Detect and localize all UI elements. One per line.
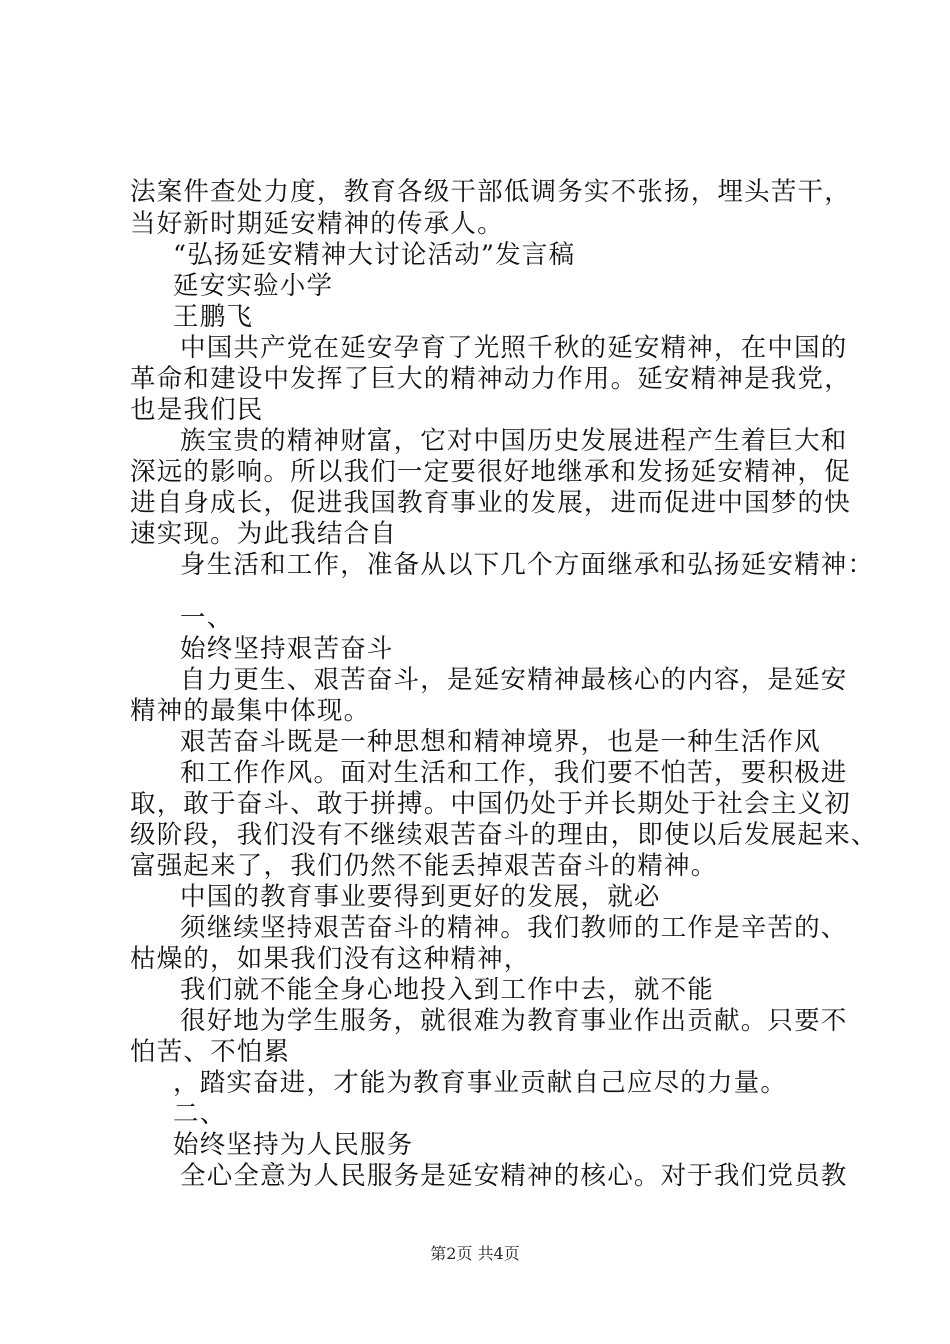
body-line: 艰苦奋斗既是一种思想和精神境界，也是一种生活作风 bbox=[180, 727, 821, 757]
body-line: 族宝贵的精神财富，它对中国历史发展进程产生着巨大和 bbox=[180, 426, 848, 456]
body-line: 革命和建设中发挥了巨大的精神动力作用。延安精神是我党， bbox=[130, 364, 851, 394]
body-line: 身生活和工作，准备从以下几个方面继承和弘扬延安精神： bbox=[180, 550, 875, 580]
body-line: 很好地为学生服务，就很难为教育事业作出贡献。只要不 bbox=[180, 1006, 848, 1036]
body-line: 精神的最集中体现。 bbox=[130, 696, 371, 726]
speech-title: “弘扬延安精神大讨论活动”发言稿 bbox=[173, 240, 576, 270]
body-line: 法案件查处力度，教育各级干部低调务实不张扬，埋头苦干， bbox=[130, 177, 851, 207]
body-line: 中国的教育事业要得到更好的发展，就必 bbox=[180, 882, 661, 912]
section-number: 一、 bbox=[180, 603, 234, 633]
body-line: 取，敢于奋斗、敢于拼搏。中国仍处于并长期处于社会主义初 bbox=[130, 789, 851, 819]
body-line: 进自身成长，促进我国教育事业的发展，进而促进中国梦的快 bbox=[130, 488, 851, 518]
section-heading: 始终坚持艰苦奋斗 bbox=[180, 634, 394, 664]
body-line: 全心全意为人民服务是延安精神的核心。对于我们党员教 bbox=[180, 1161, 848, 1191]
body-line: ，踏实奋进，才能为教育事业贡献自己应尽的力量。 bbox=[173, 1068, 788, 1098]
body-line: 枯燥的，如果我们没有这种精神， bbox=[130, 944, 531, 974]
body-line: 怕苦、不怕累 bbox=[130, 1037, 291, 1067]
body-line: 速实现。为此我结合自 bbox=[130, 519, 398, 549]
section-heading: 始终坚持为人民服务 bbox=[173, 1130, 414, 1160]
section-number: 二、 bbox=[173, 1099, 227, 1129]
author-name: 王鹏飞 bbox=[173, 302, 254, 332]
body-line: 我们就不能全身心地投入到工作中去，就不能 bbox=[180, 975, 715, 1005]
school-name: 延安实验小学 bbox=[173, 271, 334, 301]
page-footer: 第2页 共4页 bbox=[430, 1244, 520, 1263]
body-line: 自力更生、艰苦奋斗，是延安精神最核心的内容，是延安 bbox=[180, 665, 848, 695]
body-line: 须继续坚持艰苦奋斗的精神。我们教师的工作是辛苦的、 bbox=[180, 913, 848, 943]
body-line: 富强起来了，我们仍然不能丢掉艰苦奋斗的精神。 bbox=[130, 851, 718, 881]
body-line: 也是我们民 bbox=[130, 395, 264, 425]
body-line: 和工作作风。面对生活和工作，我们要不怕苦，要积极进 bbox=[180, 758, 848, 788]
body-line: 当好新时期延安精神的传承人。 bbox=[130, 209, 504, 239]
body-line: 深远的影响。所以我们一定要很好地继承和发扬延安精神，促 bbox=[130, 457, 851, 487]
body-line: 级阶段，我们没有不继续艰苦奋斗的理由，即使以后发展起来、 bbox=[130, 820, 878, 850]
body-line: 中国共产党在延安孕育了光照千秋的延安精神，在中国的 bbox=[180, 333, 848, 363]
